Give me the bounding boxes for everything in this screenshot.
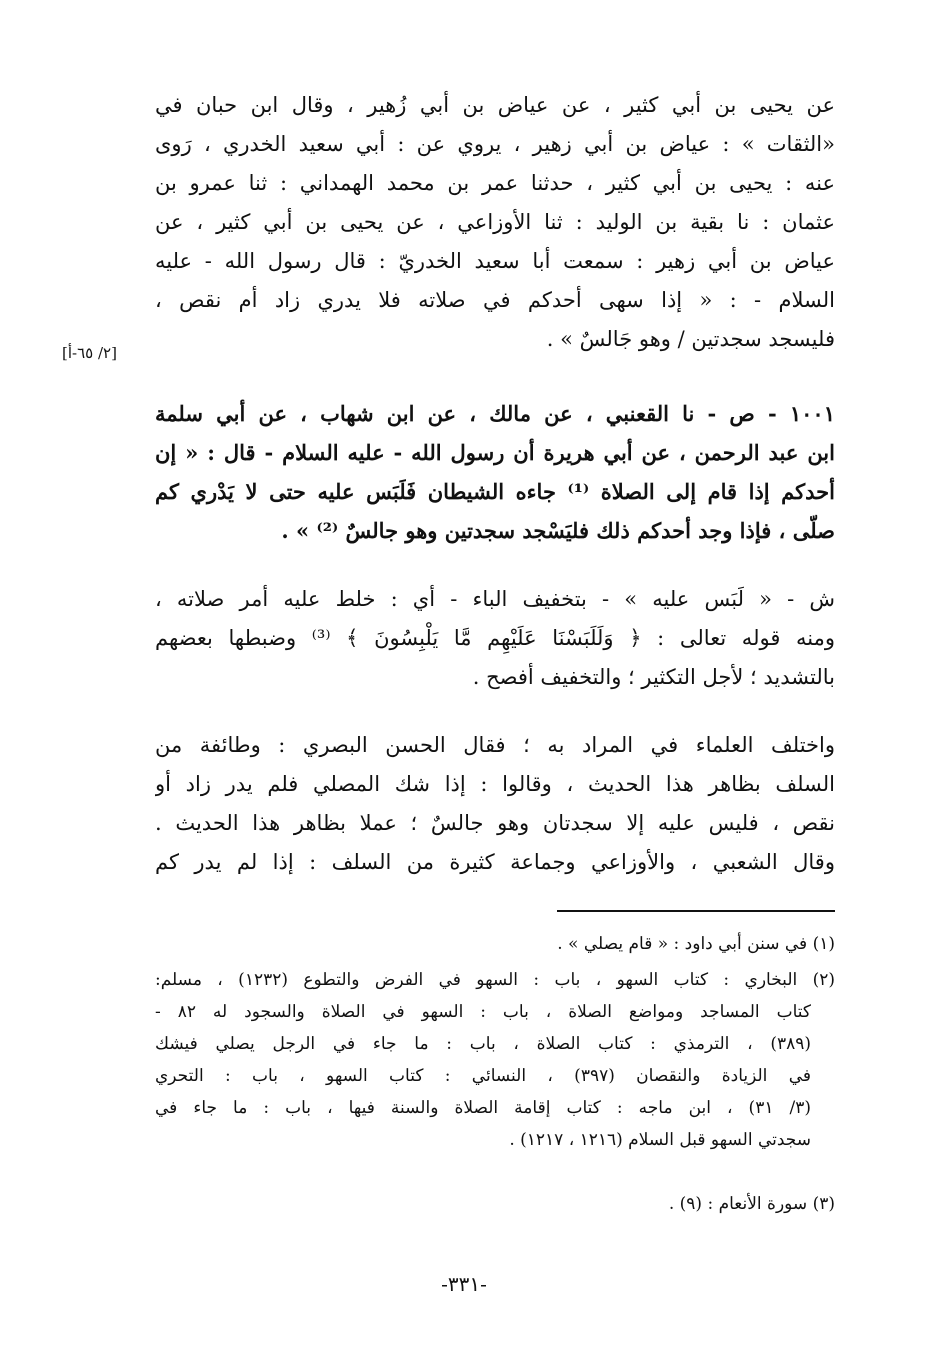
text-line: وقال الشعبي ، والأوزاعي وجماعة كثيرة من السلف : إذا لم يدر كم xyxy=(155,850,835,874)
text-line: «الثقات » : عياض بن أبي زهير ، يروي عن : أبي سعيد الخدري ، رَوى xyxy=(155,132,835,156)
text-line: عياض بن أبي زهير : سمعت أبا سعيد الخدريّ : قال رسول الله - عليه xyxy=(155,249,835,273)
text-line: بالتشديد ؛ لأجل التكثير ؛ والتخفيف أفصح . xyxy=(472,665,835,689)
text-line: واختلف العلماء في المراد به ؛ فقال الحسن البصري : وطائفة من xyxy=(155,733,835,757)
text-line: صلّى ، فإذا وجد أحدكم ذلك فليَسْجد سجدتين وهو جالسٌ ⁽²⁾ » . xyxy=(281,518,835,543)
footnote-1 xyxy=(155,928,835,960)
footnote-divider xyxy=(557,910,835,912)
footnote-line: (٣/ ٣١) ، ابن ماجه : كتاب إقامة الصلاة والسنة فيها ، باب : ما جاء في xyxy=(155,1098,811,1118)
paragraph-isnad xyxy=(155,86,835,359)
text-line: أحدكم إذا قام إلى الصلاة ⁽¹⁾ جاءه الشيطان فَلَبَس عليه حتى لا يَدْري كم xyxy=(155,479,835,504)
commentary-paragraph xyxy=(155,580,835,697)
text-line: ١٠٠١ - ص - نا القعنبي ، عن مالك ، عن ابن شهاب ، عن أبي سلمة xyxy=(155,401,835,426)
text-line: فليسجد سجدتين / وهو جَالسٌ » . xyxy=(546,327,835,351)
footnote-2 xyxy=(155,964,835,1156)
text-line: ابن عبد الرحمن ، عن أبي هريرة أن رسول الله - عليه السلام - قال : « إن xyxy=(155,440,835,465)
footnote-line: في الزيادة والنقصان (٣٩٧) ، النسائي : كتاب السهو ، باب : التحري xyxy=(155,1066,811,1086)
footnote-line: كتاب المساجد ومواضع الصلاة ، باب : السهو في الصلاة والسجود له ٨٢ - xyxy=(155,1002,811,1022)
page-number: -٣٣١- xyxy=(441,1272,487,1296)
text-line: السلام - : « إذا سهى أحدكم في صلاته فلا يدري زاد أم نقص ، xyxy=(155,288,835,312)
footnote-line: سجدتي السهو قبل السلام (١٢١٦ ، ١٢١٧) . xyxy=(509,1130,811,1150)
margin-reference: [٢/ ٦٥-أ] xyxy=(62,344,117,362)
footnote-line: (٢) البخاري : كتاب السهو ، باب : السهو في الفرض والتطوع (١٢٣٢) ، مسلم: xyxy=(155,970,835,990)
hadith-paragraph xyxy=(155,394,835,550)
text-line: نقص ، فليس عليه إلا سجدتان وهو جالسٌ ؛ عملا بظاهر هذا الحديث . xyxy=(155,811,835,835)
text-line: السلف بظاهر هذا الحديث ، وقالوا : إذا شك المصلي فلم يدر زاد أو xyxy=(155,772,835,796)
text-line: ومنه قوله تعالى : ﴿ وَلَلَبَسْنَا عَلَيْهِم مَّا يَلْبِسُونَ ﴾ ⁽³⁾ وضبطها بعضهم xyxy=(155,626,835,650)
scholars-paragraph xyxy=(155,726,835,882)
text-line: ش - « لَبَس عليه » - بتخفيف الباء - أي : خلط عليه أمر صلاته ، xyxy=(155,587,835,611)
text-line: عنه : يحيى بن أبي كثير ، حدثنا عمر بن محمد الهمداني : ثنا عمرو بن xyxy=(155,171,835,195)
footnote-line: (١) في سنن أبي داود : « قام يصلي » . xyxy=(557,934,835,954)
footnote-line: (٣٨٩) ، الترمذي : كتاب الصلاة ، باب : ما جاء في الرجل يصلي فيشك xyxy=(155,1034,811,1054)
text-line: عثمان : نا بقية بن الوليد : ثنا الأوزاعي ، عن يحيى بن أبي كثير ، عن xyxy=(155,210,835,234)
text-line: عن يحيى بن أبي كثير ، عن عياض بن أبي زُهير ، وقال ابن حبان في xyxy=(155,93,835,117)
footnote-line: (٣) سورة الأنعام : (٩) . xyxy=(668,1194,835,1214)
footnote-3 xyxy=(155,1188,835,1220)
